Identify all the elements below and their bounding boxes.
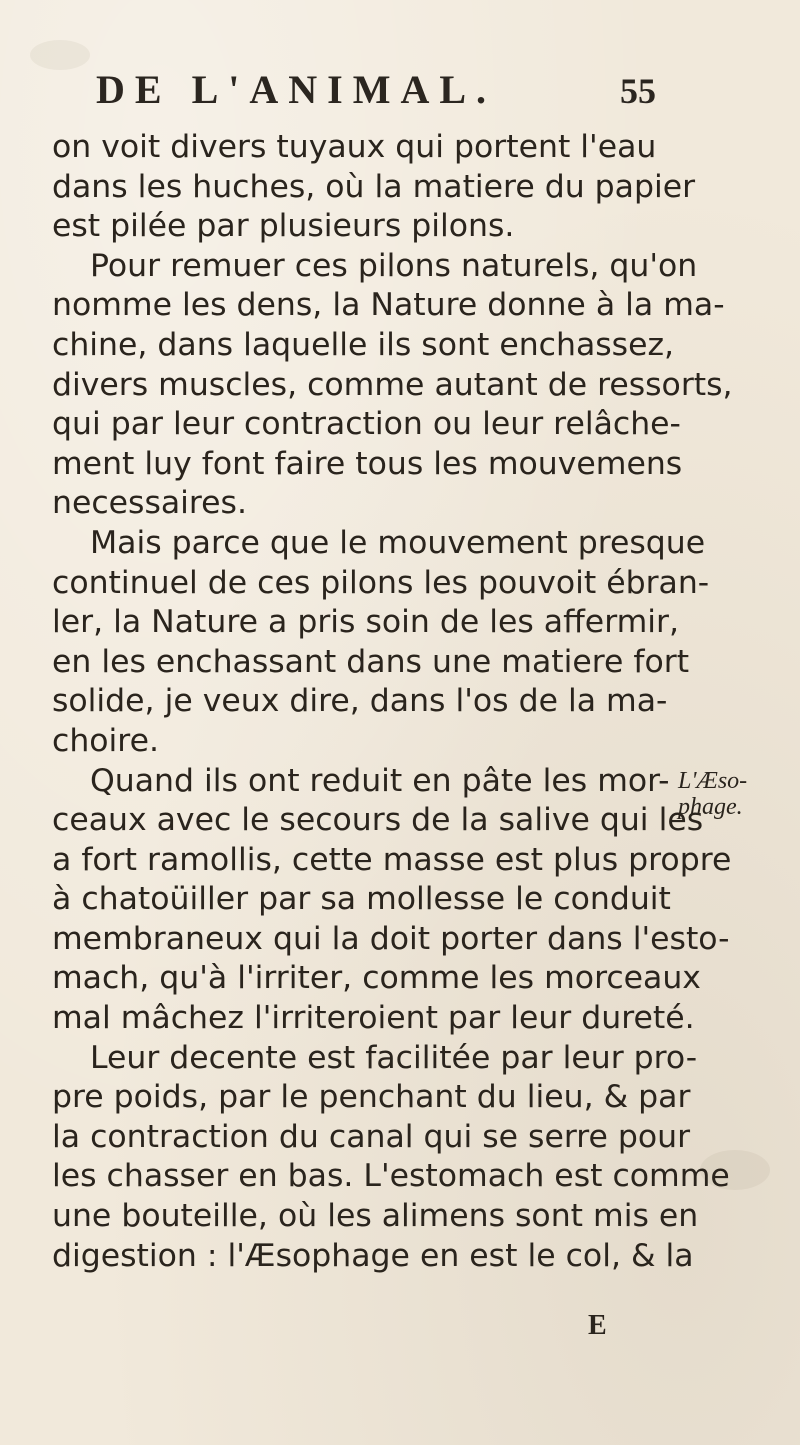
text-line: Leur decente est facilitée par leur pro-	[90, 1039, 698, 1076]
text-line: en les enchassant dans une matiere fort	[52, 643, 690, 680]
text-line: à chatoüiller par sa mollesse le conduit	[52, 881, 671, 918]
text-line: mach, qu'à l'irriter, comme les morceaux	[52, 960, 701, 997]
text-line: pre poids, par le penchant du lieu, & par	[52, 1079, 691, 1116]
text-line: divers muscles, comme autant de ressorts,	[52, 366, 733, 403]
text-line: ler, la Nature a pris soin de les affermir,	[52, 604, 679, 641]
margin-note-line: phage.	[678, 794, 743, 820]
text-line: est pilée par plusieurs pilons.	[52, 208, 515, 245]
text-line: nomme les dens, la Nature donne à la ma-	[52, 287, 725, 324]
text-line: chine, dans laquelle ils sont enchassez,	[52, 326, 675, 363]
text-line: ceaux avec le secours de la salive qui les	[52, 802, 704, 839]
margin-note-line: L'Æso-	[678, 768, 748, 794]
text-line: Pour remuer ces pilons naturels, qu'on	[90, 247, 698, 284]
text-line: on voit divers tuyaux qui portent l'eau	[52, 129, 657, 165]
page-header	[96, 66, 656, 113]
text-line: ment luy font faire tous les mouvemens	[52, 445, 683, 482]
text-line: la contraction du canal qui se serre pour	[52, 1118, 691, 1155]
text-line: qui par leur contraction ou leur relâche-	[52, 406, 681, 443]
text-line: digestion : l'Æsophage en est le col, & la	[52, 1237, 694, 1274]
text-line: a fort ramollis, cette masse est plus propre	[52, 841, 732, 878]
text-line: Quand ils ont reduit en pâte les mor-	[90, 762, 670, 799]
margin-note	[678, 768, 788, 820]
running-title: DE L'ANIMAL.	[96, 67, 497, 112]
signature-mark: E	[588, 1310, 607, 1341]
text-line: une bouteille, où les alimens sont mis en	[52, 1198, 699, 1235]
text-line: dans les huches, où la matiere du papier	[52, 168, 696, 205]
text-line: mal mâchez l'irriteroient par leur dureté.	[52, 1000, 695, 1037]
page-number: 55	[620, 71, 656, 111]
text-line: solide, je veux dire, dans l'os de la ma-	[52, 683, 668, 720]
text-line: necessaires.	[52, 485, 247, 522]
text-line: Mais parce que le mouvement presque	[90, 524, 706, 561]
text-line: choire.	[52, 722, 159, 759]
text-line: membraneux qui la doit porter dans l'esto-	[52, 920, 730, 957]
body-text	[52, 128, 733, 1276]
text-line: continuel de ces pilons les pouvoit ébran-	[52, 564, 710, 601]
text-line: les chasser en bas. L'estomach est comme	[52, 1158, 730, 1195]
paper-stain	[30, 40, 90, 70]
